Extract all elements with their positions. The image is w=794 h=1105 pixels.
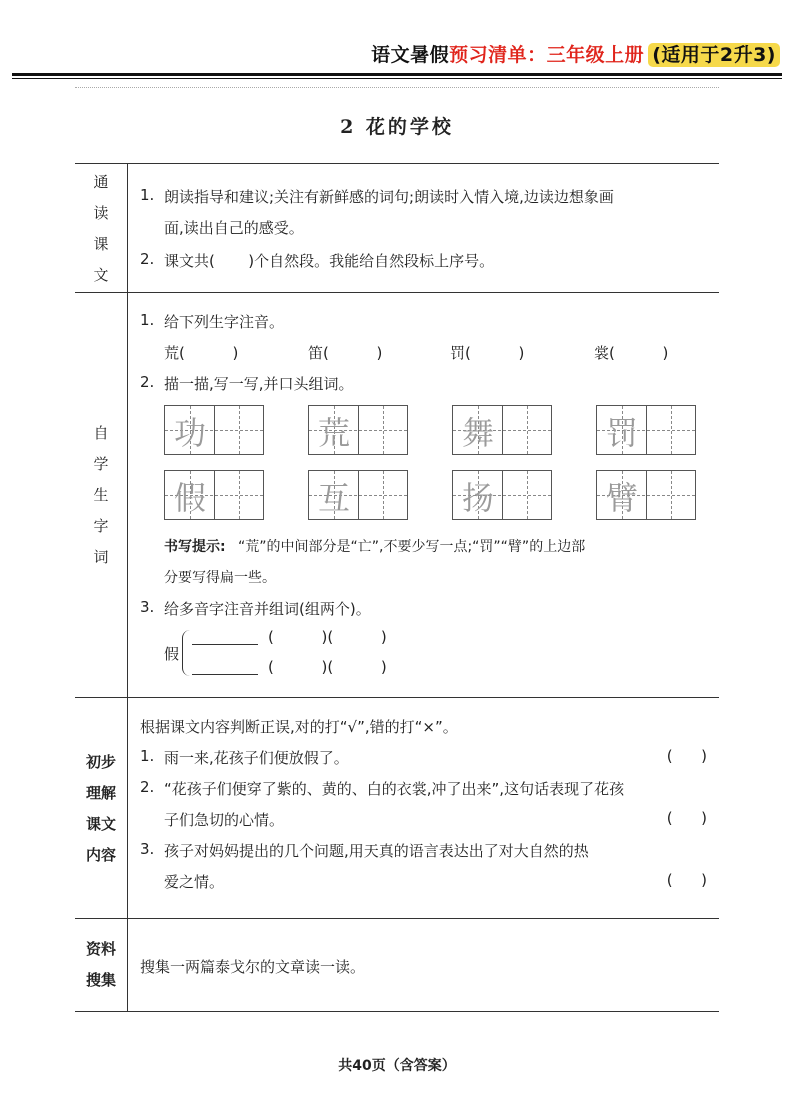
pinyin-blank[interactable] <box>192 660 258 675</box>
brace <box>182 630 191 676</box>
label-reading-text: 通读课文 <box>93 172 109 284</box>
char-box[interactable] <box>596 470 696 520</box>
s2-num: 2. <box>140 778 155 796</box>
dotted-divider <box>75 87 719 88</box>
reading-item2-num: 2. <box>140 250 155 268</box>
label-understand-text: 初步理解课文内容 <box>85 752 116 864</box>
pinyin-item[interactable]: 笛( ) <box>308 344 383 362</box>
label-words-text: 自学生字词 <box>93 424 109 566</box>
trace-char: 假 <box>173 479 206 517</box>
s1-num: 1. <box>140 747 155 765</box>
lesson-title: 2 花的学校 <box>340 116 454 138</box>
reading-item2[interactable]: 课文共( )个自然段。我能给自然段标上序号。 <box>164 252 495 270</box>
answer-parens[interactable]: ( ) <box>666 747 707 765</box>
row-understand <box>75 697 719 919</box>
header-badge: (适用于2升3) <box>648 43 780 67</box>
label-understand <box>75 698 128 919</box>
row-collect <box>75 918 719 1012</box>
row-reading <box>75 163 719 293</box>
answer-parens[interactable]: ( ) <box>666 809 707 827</box>
understand-intro: 根据课文内容判断正误,对的打“√”,错的打“×”。 <box>140 718 458 736</box>
words-q1-num: 1. <box>140 311 155 329</box>
content-reading <box>140 164 707 293</box>
words-q1: 给下列生字注音。 <box>164 313 285 331</box>
words-q2-num: 2. <box>140 373 155 391</box>
char-box[interactable] <box>452 405 552 455</box>
s1-text: 雨一来,花孩子们便放假了。 <box>164 749 349 767</box>
char-box[interactable] <box>308 405 408 455</box>
trace-char: 互 <box>317 479 350 517</box>
tip-line1: “荒”的中间部分是“亡”,不要少写一点;“罚”“臂”的上边部 <box>238 539 586 555</box>
pinyin-item[interactable]: 裳( ) <box>594 344 669 362</box>
header-rule-thick <box>12 73 782 76</box>
trace-char: 罚 <box>605 414 638 452</box>
page-footer: 共40页（含答案） <box>338 1058 456 1074</box>
pinyin-item[interactable]: 荒( ) <box>164 344 239 362</box>
reading-item1-num: 1. <box>140 186 155 204</box>
label-collect <box>75 919 128 1011</box>
s2-line2: 子们急切的心情。 <box>164 811 285 829</box>
char-box[interactable] <box>596 405 696 455</box>
header-series: 语文暑假 <box>371 44 450 66</box>
answer-parens[interactable]: ( ) <box>666 871 707 889</box>
trace-char: 臂 <box>605 479 638 517</box>
char-box[interactable] <box>164 470 264 520</box>
content-understand <box>140 698 707 919</box>
trace-char: 荒 <box>317 414 350 452</box>
series-header <box>371 40 780 67</box>
trace-char: 舞 <box>461 414 494 452</box>
collect-text: 搜集一两篇泰戈尔的文章读一读。 <box>140 958 366 976</box>
row-words <box>75 292 719 698</box>
polyphone-char: 假 <box>164 645 180 663</box>
header-rule-thin <box>12 78 782 79</box>
pinyin-blank[interactable] <box>192 630 258 645</box>
trace-char: 扬 <box>461 479 494 517</box>
s2-line1: “花孩子们便穿了紫的、黄的、白的衣裳,冲了出来”,这句话表现了花孩 <box>164 780 625 798</box>
word-parens[interactable]: ( )( ) <box>268 658 387 676</box>
label-words <box>75 293 128 698</box>
words-q3-num: 3. <box>140 598 155 616</box>
tip-line2: 分要写得扁一些。 <box>164 570 276 586</box>
words-q3: 给多音字注音并组词(组两个)。 <box>164 600 371 618</box>
reading-item1-line2: 面,读出自己的感受。 <box>164 219 304 237</box>
label-reading <box>75 164 128 293</box>
pinyin-item[interactable]: 罚( ) <box>450 344 525 362</box>
s3-line2: 爱之情。 <box>164 873 225 891</box>
s3-num: 3. <box>140 840 155 858</box>
header-grade: 预习清单：三年级上册 <box>449 44 645 66</box>
word-parens[interactable]: ( )( ) <box>268 628 387 646</box>
char-box[interactable] <box>164 405 264 455</box>
char-box[interactable] <box>308 470 408 520</box>
s3-line1: 孩子对妈妈提出的几个问题,用天真的语言表达出了对大自然的热 <box>164 842 589 860</box>
tip-label: 书写提示: <box>164 539 226 555</box>
label-collect-text: 资料搜集 <box>85 940 116 989</box>
polyphone-block <box>164 628 424 680</box>
reading-item1-line1: 朗读指导和建议;关注有新鲜感的词句;朗读时入情入境,边读边想象画 <box>164 188 614 206</box>
words-q2: 描一描,写一写,并口头组词。 <box>164 375 354 393</box>
trace-char: 功 <box>173 414 206 452</box>
content-words <box>140 293 707 698</box>
char-box[interactable] <box>452 470 552 520</box>
content-collect <box>140 919 707 1011</box>
